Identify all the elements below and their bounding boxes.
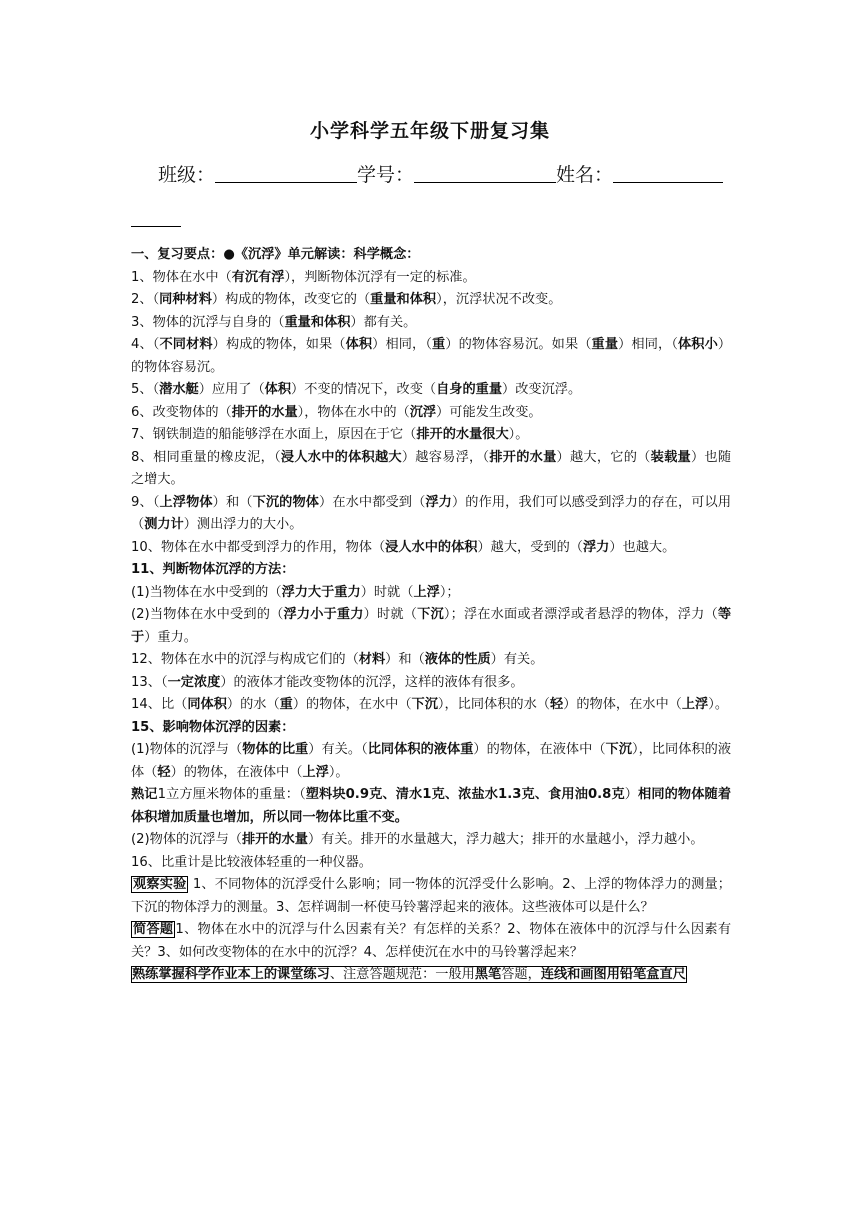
boxed-note [131,966,687,983]
content-line [131,694,731,717]
content-line [131,334,731,379]
bold-text: 轻 [157,764,171,780]
text-segment: 4、（ [131,337,160,352]
text-segment: ）重力。 [144,629,197,645]
bold-text: 有沉有浮 [231,269,285,285]
text-segment: 14、比（ [131,697,188,712]
bold-text: 轻 [550,697,564,712]
content-line [131,289,731,312]
content-line [131,492,731,537]
text-segment: ）不变的情况下，改变（ [291,382,437,397]
review-content [131,244,731,987]
text-segment: 9、（ [131,494,160,510]
text-segment: ） [624,787,639,802]
bold-text: 液体的性质 [424,652,491,667]
content-line [131,312,731,335]
text-segment: ）构成的物体，改变它的（ [211,292,371,307]
text-segment: (1)当物体在水中受到的（ [131,584,282,600]
bold-text: 浸人水中的体积越大 [280,449,402,465]
text-segment: 7、钢铁制造的船能够浮在水面上，原因在于它（ [131,427,417,442]
text-segment: ）测出浮力的大小。 [183,517,303,532]
content-line [131,537,731,560]
text-segment: (1)物体的沉浮与（ [131,742,243,757]
class-field[interactable] [215,162,357,183]
content-line [131,784,731,829]
bold-text: 潜水艇 [159,382,199,397]
content-line [131,267,731,290]
text-segment: ），沉浮状况不改变。 [436,292,562,307]
bold-text: 上浮 [302,764,329,780]
student-info-line [158,160,723,187]
bold-text: 测力计 [144,517,184,532]
text-segment: 1、物体在水中的沉浮与什么因素有关？有怎样的关系？2、物体在液体中的沉浮与什么因素有关？3、如何改变物体的在水中的沉浮？4、怎样使沉在水中的马铃薯浮起来？ [131,922,732,960]
text-segment: 、注意答题规范：一般用 [329,967,475,982]
bold-text: 连线和画图用铅笔盒直尺 [540,967,686,982]
bold-text: 不同材料 [159,337,213,352]
text-segment: ）越大，受到的（ [477,539,583,555]
content-line [131,379,731,402]
content-line [131,919,731,964]
bold-text: 体积小 [677,337,718,352]
text-segment: 10、物体在水中都受到浮力的作用，物体（ [131,539,386,555]
text-segment: (2)当物体在水中受到的（ [131,607,284,622]
bold-text: 比同体积的液体重 [367,742,474,757]
text-segment: ）越大，它的（ [556,449,651,465]
content-line [131,402,731,425]
bold-text: 15、影响物体沉浮的因素： [131,719,295,735]
bold-text: 浮力小于重力 [283,607,364,622]
text-segment: ），判断物体沉浮有一定的标准。 [284,269,476,285]
content-line [131,829,731,852]
bold-text: 重 [432,337,446,352]
text-segment: ）越容易浮，（ [401,449,490,465]
text-segment: ）的物体，在液体中（ [170,764,303,780]
page-title: 小学科学五年级下册复习集 [309,120,550,142]
text-segment: ）有关。（ [308,742,368,757]
bold-text: 塑料块0.9克、清水1克、浓盐水1.3克、食用油0.8克 [305,787,625,802]
boxed-label: 简答题 [133,922,174,937]
content-line [131,717,731,740]
name-field-continuation[interactable] [131,206,181,227]
text-segment: 2、（ [131,292,160,307]
bold-text: 11、判断物体沉浮的方法： [131,562,295,577]
content-line [131,447,731,492]
bold-text: 排开的水量 [231,404,298,420]
bold-text: 排开的水量 [242,832,308,847]
text-segment: 1、不同物体的沉浮受什么影响；同一物体的沉浮受什么影响。2、上浮的物体浮力的测量；下沉的物体浮力的测量。3、怎样调制一杯使马铃薯浮起来的液体。这些液体可以是什么？ [131,877,731,915]
text-segment: 8、相同重量的橡皮泥，（ [131,449,281,465]
text-segment: ）有关。 [490,652,544,667]
text-segment: 1、物体在水中（ [131,269,232,285]
text-segment: 16、比重计是比较液体轻重的一种仪器。 [131,854,372,870]
text-segment: ）；浮在水面或者漂浮或者悬浮的物体，浮力（ [443,607,718,622]
text-segment: ）有关。排开的水量越大，浮力越大；排开的水量越小，浮力越小。 [307,832,704,847]
text-segment: 答题， [501,967,541,982]
content-line [131,244,731,267]
text-segment: ），比同体积的水（ [437,697,550,712]
text-segment: ）时就（ [363,607,418,622]
text-segment: ）改变沉浮。 [502,382,582,397]
content-line [131,852,731,875]
content-line [131,424,731,447]
bold-text: 装载量 [650,449,691,465]
text-segment: ）的物体容易沉。 [131,337,732,375]
bold-text: 体积 [264,382,292,397]
text-segment: ）相同，（ [618,337,678,352]
bold-text: 物体的比重 [242,742,309,757]
text-segment: 5、（ [131,382,160,397]
text-segment: ）相同，（ [372,337,433,352]
text-segment: ）也越大。 [609,539,676,555]
bold-text: 自身的重量 [436,382,503,397]
text-segment: ）的物体，在水中（ [563,697,682,712]
text-segment: ）时就（ [360,584,414,600]
bold-text: 下沉 [605,742,632,757]
text-segment: ）。 [708,697,729,712]
bold-text: 熟练掌握科学作业本上的课堂练习 [132,967,330,982]
text-segment: ）的物体，在液体中（ [473,742,606,757]
text-segment: 6、改变物体的（ [131,404,232,420]
bold-text: 上浮 [681,697,709,712]
content-line [131,739,731,784]
text-segment: 12、物体在水中的沉浮与构成它们的（ [131,652,359,667]
text-segment: ）应用了（ [198,382,265,397]
text-segment: ）都有关。 [350,314,417,330]
bold-text: 重量和体积 [370,292,437,307]
bold-text: 重量和体积 [284,314,351,330]
content-line [131,559,731,582]
text-segment: ）构成的物体，如果（ [212,337,346,352]
text-segment: (2)物体的沉浮与（ [131,832,242,847]
content-line [131,649,731,672]
text-segment: ）在水中都受到（ [319,494,426,510]
content-line [131,964,731,987]
text-segment: ），物体在水中的（ [297,404,410,420]
bold-text: 浮力 [425,494,452,510]
name-field[interactable] [613,162,723,183]
text-segment: ）； [439,584,460,600]
text-segment: 3、物体的沉浮与自身的（ [131,314,285,330]
bold-text: 上浮 [413,584,440,600]
text-segment: 13、（ [131,674,168,690]
content-line [131,672,731,695]
text-segment: ）可能发生改变。 [436,404,542,420]
bold-text: 材料 [358,652,386,667]
bold-text: 下沉的物体 [252,494,320,510]
bold-text: 浸人水中的体积 [385,539,478,555]
bold-text: 下沉 [417,607,444,622]
bold-text: 排开的水量 [489,449,557,465]
bold-text: 浮力大于重力 [281,584,361,600]
content-line [131,874,731,919]
number-field[interactable] [414,162,556,183]
content-line [131,582,731,605]
text-segment: 1立方厘米物体的重量：（ [157,787,306,802]
bold-text: 同种材料 [159,292,212,307]
text-segment: ）的液体才能改变物体的沉浮，这样的液体有很多。 [220,674,524,690]
bold-text: 沉浮 [409,404,437,420]
bold-text: 浮力 [582,539,610,555]
bold-text: 一定浓度 [167,674,221,690]
content-line [131,604,731,649]
bold-text: 排开的水量很大 [416,427,509,442]
bold-text: 体积 [345,337,373,352]
text-segment: ）。 [328,764,349,780]
name-label: 姓名： [556,164,614,186]
bold-text: 下沉 [411,697,438,712]
bold-text: 等于 [131,607,732,645]
text-segment: ）的物体，在水中（ [292,697,412,712]
text-segment: ），比同体积的液体（ [131,742,732,780]
bold-text: 相同的物体随着体积增加质量也增加，所以同一物体比重不变。 [131,787,732,825]
text-segment: ）的物体容易沉。如果（ [445,337,592,352]
number-label: 学号： [357,164,415,186]
bold-text: 重 [279,697,293,712]
text-segment: ）也随之增大。 [131,449,732,487]
text-segment: ）和（ [385,652,425,667]
bold-text: 重量 [591,337,619,352]
text-segment: ）的水（ [226,697,280,712]
text-segment: ）和（ [212,494,253,510]
bold-text: 黑笔 [474,967,502,982]
text-segment: ）。 [508,427,529,442]
class-label: 班级： [158,164,216,186]
boxed-label: 观察实验 [133,877,187,892]
text-segment: ）的作用，我们可以感受到浮力的存在，可以用（ [131,494,732,532]
bold-text: 熟记 [131,787,158,802]
bold-text: 同体积 [187,697,227,712]
bold-text: 上浮物体 [159,494,213,510]
bold-text: 一、复习要点：●《沉浮》单元解读：科学概念： [131,247,420,262]
